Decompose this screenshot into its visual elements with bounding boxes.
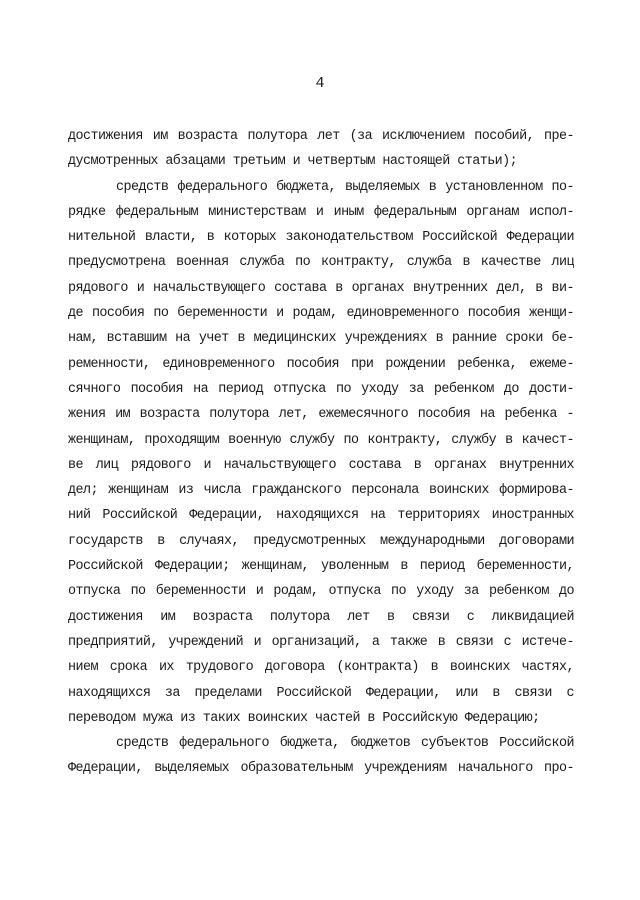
text-line: рядке федеральным министерствам и иным федеральным органам испол- (68, 204, 574, 220)
text-line: дусмотренных абзацами третьим и четвертым настоящей статьи); (68, 154, 518, 170)
text-line: нам, вставшим на учет в медицинских учреждениях в ранние сроки бе- (68, 331, 574, 347)
text-line: предусмотрена военная служба по контракту, служба в качестве лиц (68, 255, 574, 271)
text-line: дел; женщинам из числа гражданского персонала воинских формирова- (68, 483, 574, 499)
text-line: отпуска по беременности и родам, отпуска по уходу за ребенком до (68, 584, 574, 600)
text-line: находящихся за пределами Российской Федерации, или в связи с (68, 685, 574, 701)
text-line: средств федерального бюджета, бюджетов субъектов Российской (116, 736, 574, 752)
document-body (68, 124, 574, 782)
text-line: предприятий, учреждений и организаций, а также в связи с истече- (68, 634, 574, 650)
text-line: рядового и начальствующего состава в органах внутренних дел, в ви- (68, 280, 574, 296)
text-line: Российской Федерации; женщинам, уволенным в период беременности, (68, 559, 574, 575)
text-line: де пособия по беременности и родам, единовременного пособия женщи- (68, 306, 574, 322)
text-line: Федерации, выделяемых образовательным учреждениям начального про- (68, 761, 574, 777)
text-line: переводом мужа из таких воинских частей в Российскую Федерацию; (68, 710, 540, 726)
text-line: средств федерального бюджета, выделяемых в установленном по- (116, 179, 574, 195)
text-line: сячного пособия на период отпуска по уходу за ребенком до дости- (68, 381, 574, 397)
text-line: государств в случаях, предусмотренных международными договорами (68, 533, 574, 549)
text-line: жения им возраста полутора лет, ежемесячного пособия на ребенка - (68, 407, 574, 423)
text-line: достижения им возраста полутора лет (за исключением пособий, пре- (68, 129, 574, 144)
text-line: достижения им возраста полутора лет в связи с ликвидацией (68, 609, 574, 625)
page-number: 4 (315, 75, 325, 92)
text-line: женщинам, проходящим военную службу по контракту, службу в качест- (68, 432, 574, 448)
text-line: ременности, единовременного пособия при рождении ребенка, ежеме- (68, 356, 574, 372)
text-line: нием срока их трудового договора (контракта) в воинских частях, (68, 660, 574, 676)
text-line: ве лиц рядового и начальствующего состава в органах внутренних (68, 457, 574, 473)
text-line: нительной власти, в которых законодательством Российской Федерации (68, 230, 574, 246)
text-line: ний Российской Федерации, находящихся на территориях иностранных (68, 508, 574, 524)
